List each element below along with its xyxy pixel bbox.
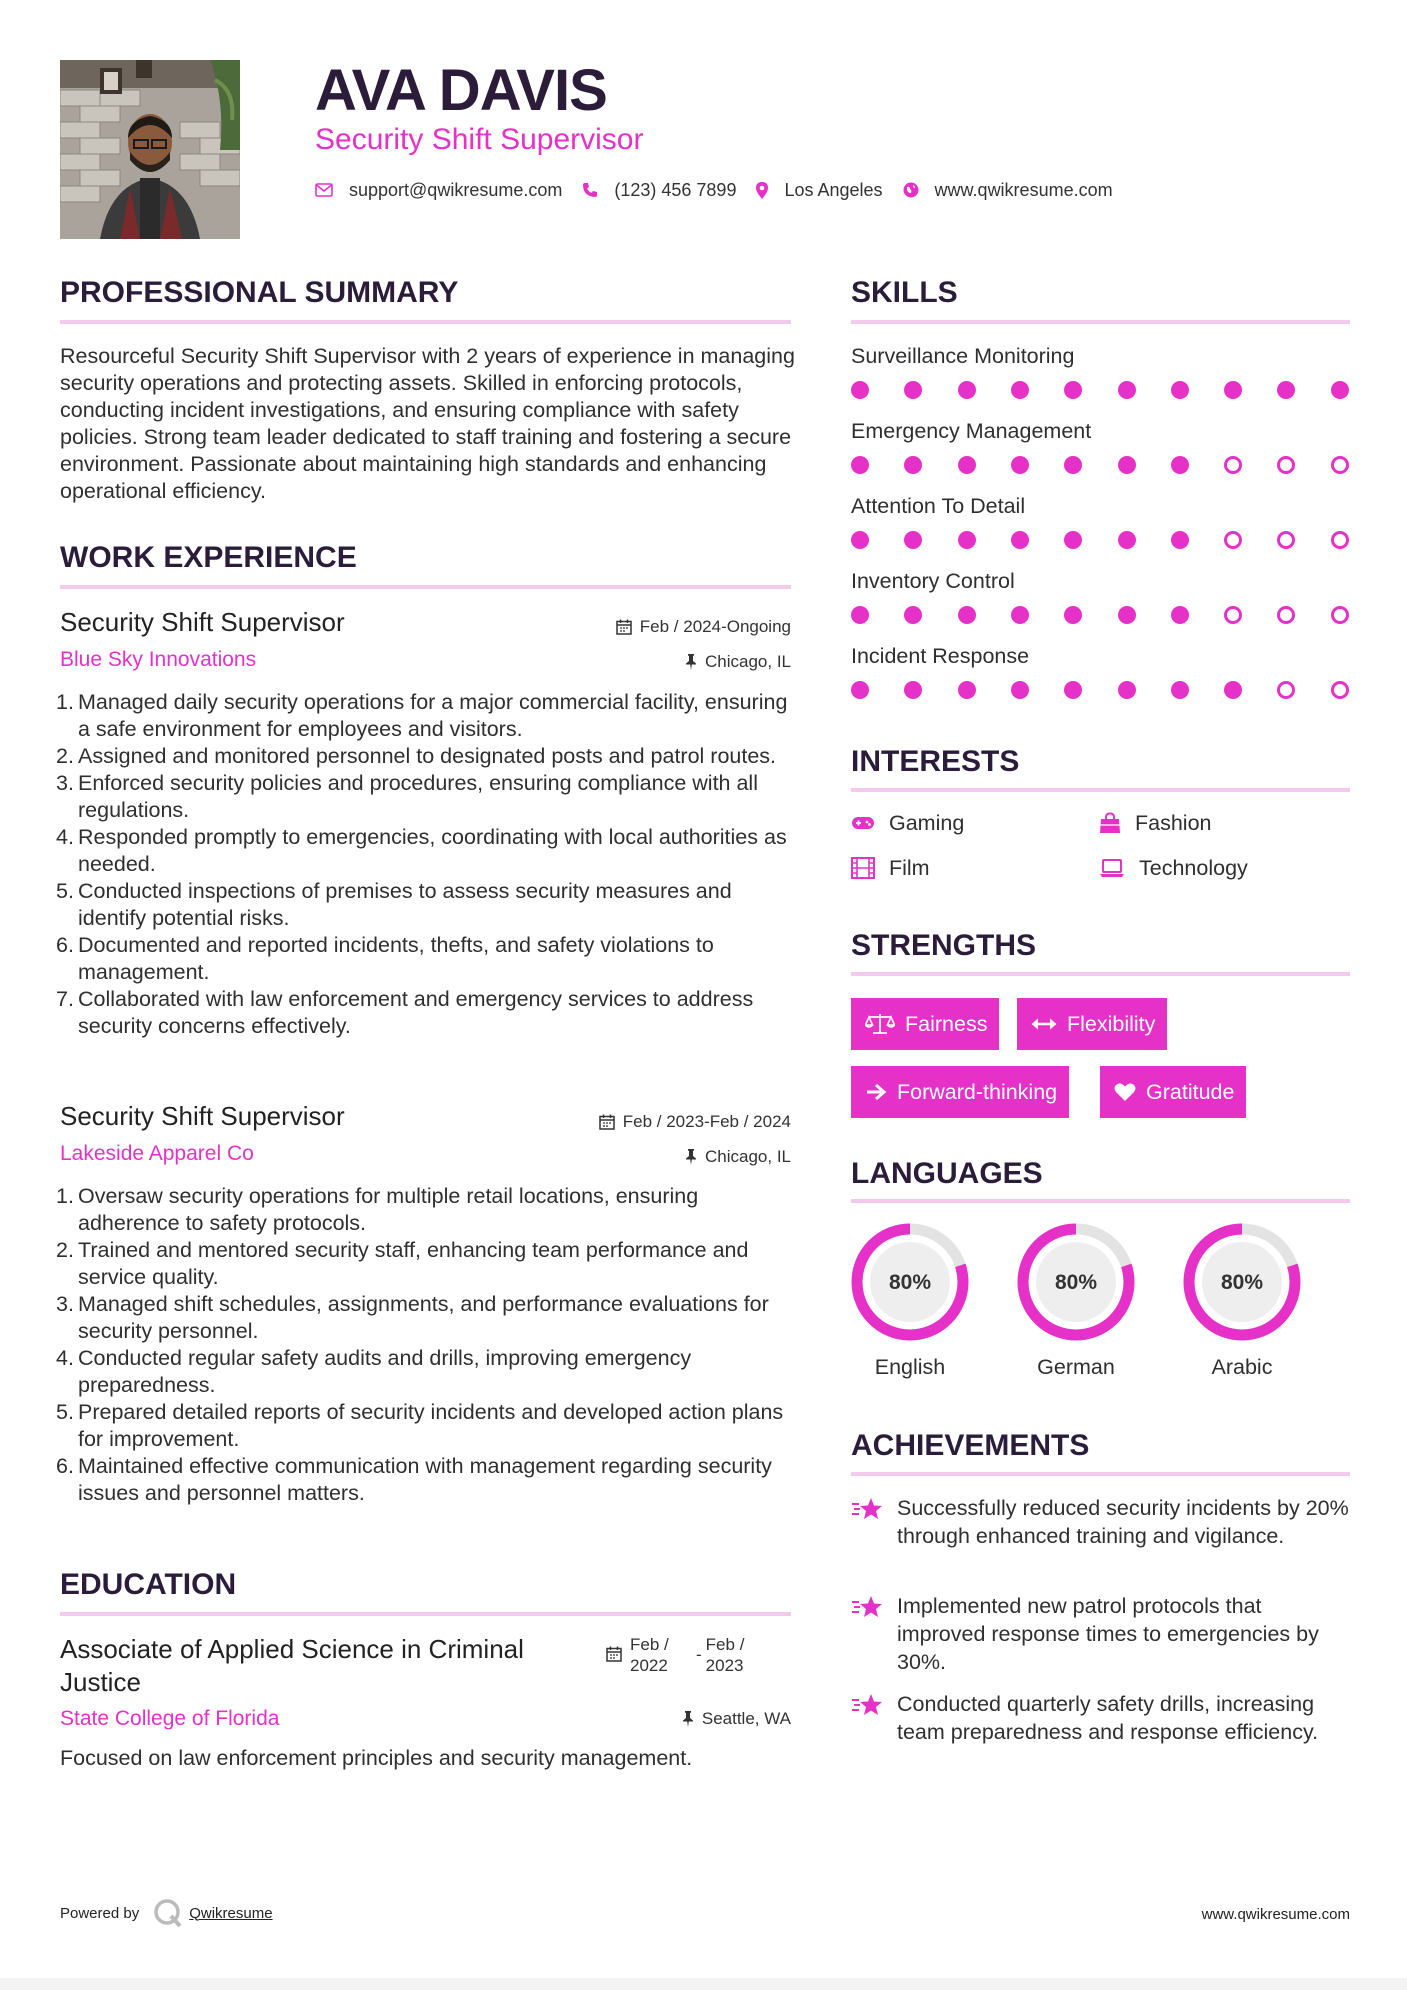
rating-dot-filled [958, 681, 976, 699]
duty-number: 5. [56, 879, 74, 903]
language-percent: 80% [1054, 1271, 1098, 1294]
candidate-title: Security Shift Supervisor [315, 123, 644, 156]
rating-dot-empty [1277, 456, 1295, 474]
job-title: Security Shift Supervisor [60, 607, 345, 637]
degree-title: Associate of Applied Science in Criminal Justice [60, 1634, 524, 1697]
skill-name: Attention To Detail [851, 494, 1026, 518]
contact-bar [315, 176, 1133, 204]
shopping-bag-icon [1099, 812, 1121, 834]
achievement-item [851, 1592, 1350, 1676]
rating-dot-filled [1224, 681, 1242, 699]
languages-divider [851, 1199, 1350, 1203]
rating-dot-filled [851, 381, 869, 399]
balance-scale-icon [865, 1013, 895, 1035]
duty-item [56, 1237, 800, 1291]
achievement-text: Successfully reduced security incidents by 20% through enhanced training and vigilance. [897, 1496, 1349, 1548]
languages-heading: LANGUAGES [851, 1157, 1043, 1190]
rating-dot-filled [904, 456, 922, 474]
email-text: support@qwikresume.com [349, 179, 563, 200]
language-name: English [874, 1355, 946, 1379]
duty-text: Documented and reported incidents, thefts, and safety violations to management. [78, 933, 714, 984]
rating-dot-empty [1331, 456, 1349, 474]
job-duties-list [56, 689, 800, 1040]
duty-item [56, 1399, 800, 1453]
shooting-star-icon [851, 1594, 885, 1620]
duty-text: Conducted inspections of premises to assess security measures and identify potential risks. [78, 879, 732, 930]
calendar-icon [616, 619, 632, 635]
rating-dot-empty [1331, 606, 1349, 624]
rating-dot-filled [904, 381, 922, 399]
rating-dot-filled [904, 681, 922, 699]
duty-number: 3. [56, 771, 74, 795]
film-icon [851, 857, 875, 879]
rating-dot-filled [1118, 531, 1136, 549]
date-range-separator: - [696, 1645, 702, 1664]
language-name: German [1037, 1355, 1115, 1379]
contact-location [756, 180, 882, 201]
laptop-icon [1099, 858, 1125, 878]
education-divider [60, 1612, 791, 1616]
duty-number: 7. [56, 987, 74, 1011]
experience-heading: WORK EXPERIENCE [60, 541, 357, 574]
job-duties-list [56, 1183, 800, 1507]
skill-rating [851, 455, 1350, 475]
rating-dot-filled [904, 606, 922, 624]
interest-fashion [1099, 810, 1212, 836]
contact-website[interactable] [903, 180, 1113, 201]
duty-item [56, 1345, 800, 1399]
rating-dot-filled [1171, 531, 1189, 549]
rating-dot-filled [958, 531, 976, 549]
duty-number: 1. [56, 1184, 74, 1208]
achievements-divider [851, 1472, 1350, 1476]
duty-item [56, 824, 800, 878]
interest-label: Gaming [889, 811, 965, 835]
rating-dot-filled [1118, 381, 1136, 399]
duty-text: Collaborated with law enforcement and emergency services to address security concerns effectively. [78, 987, 754, 1038]
language-progress-ring [1180, 1220, 1304, 1344]
duty-text: Maintained effective communication with management regarding security issues and personnel matters. [78, 1454, 772, 1505]
achievements-heading: ACHIEVEMENTS [851, 1429, 1090, 1462]
phone-icon [582, 182, 598, 198]
duty-item [56, 770, 800, 824]
achievement-item [851, 1690, 1350, 1746]
duty-number: 4. [56, 825, 74, 849]
duty-number: 6. [56, 1454, 74, 1478]
rating-dot-filled [1118, 606, 1136, 624]
pushpin-icon [685, 654, 697, 670]
rating-dot-filled [1011, 456, 1029, 474]
rating-dot-empty [1331, 681, 1349, 699]
envelope-icon [315, 183, 333, 197]
education-description: Focused on law enforcement principles and security management. [60, 1746, 693, 1770]
duty-item [56, 743, 800, 770]
phone-text: (123) 456 7899 [614, 179, 737, 200]
qwikresume-logo-icon [153, 1898, 183, 1928]
interest-label: Film [889, 856, 930, 880]
map-pin-icon [756, 182, 768, 199]
calendar-icon [606, 1646, 622, 1662]
footer-powered-by [60, 1898, 273, 1928]
job-title: Security Shift Supervisor [60, 1101, 345, 1131]
rating-dot-empty [1331, 531, 1349, 549]
strength-label: Flexibility [1067, 1011, 1156, 1036]
education-location [682, 1709, 791, 1729]
achievement-text: Implemented new patrol protocols that improved response times to emergencies by 30%. [897, 1594, 1319, 1674]
job-location [685, 652, 791, 672]
job-location-text: Chicago, IL [705, 652, 791, 671]
shooting-star-icon [851, 1496, 885, 1522]
skill-name: Surveillance Monitoring [851, 344, 1075, 368]
duty-number: 4. [56, 1346, 74, 1370]
arrows-horizontal-icon [1031, 1017, 1057, 1031]
rating-dot-filled [904, 531, 922, 549]
rating-dot-empty [1277, 681, 1295, 699]
experience-divider [60, 585, 791, 589]
rating-dot-filled [1171, 456, 1189, 474]
duty-item [56, 932, 800, 986]
rating-dot-filled [1064, 456, 1082, 474]
language-name: Arabic [1211, 1355, 1273, 1379]
shooting-star-icon [851, 1692, 885, 1718]
duty-text: Assigned and monitored personnel to designated posts and patrol routes. [78, 744, 777, 768]
skill-name: Incident Response [851, 644, 1030, 668]
summary-heading: PROFESSIONAL SUMMARY [60, 276, 459, 309]
duty-item [56, 1291, 800, 1345]
school-name: State College of Florida [60, 1707, 280, 1730]
education-location-text: Seattle, WA [701, 1709, 791, 1728]
rating-dot-filled [851, 456, 869, 474]
interest-technology [1099, 855, 1248, 881]
calendar-icon [599, 1114, 615, 1130]
rating-dot-filled [851, 531, 869, 549]
education-heading: EDUCATION [60, 1568, 237, 1601]
duty-text: Trained and mentored security staff, enhancing team performance and service quality. [78, 1238, 749, 1289]
rating-dot-filled [851, 681, 869, 699]
rating-dot-filled [1118, 681, 1136, 699]
skill-rating [851, 380, 1350, 400]
duty-number: 5. [56, 1400, 74, 1424]
achievement-item [851, 1494, 1350, 1550]
strengths-divider [851, 972, 1350, 976]
strengths-heading: STRENGTHS [851, 929, 1037, 962]
duty-item [56, 689, 800, 743]
candidate-name: AVA DAVIS [315, 58, 607, 123]
duty-item [56, 986, 800, 1040]
heart-icon [1114, 1082, 1136, 1102]
globe-icon [903, 182, 919, 198]
rating-dot-filled [1171, 381, 1189, 399]
rating-dot-filled [1171, 606, 1189, 624]
interest-film [851, 855, 930, 881]
interest-gaming [851, 810, 964, 836]
job-dates-text: Feb / 2023-Feb / 2024 [622, 1112, 791, 1131]
language-percent: 80% [1220, 1271, 1264, 1294]
rating-dot-filled [1064, 381, 1082, 399]
duty-number: 2. [56, 1238, 74, 1262]
bottom-bar [0, 1978, 1407, 1990]
location-text: Los Angeles [784, 179, 883, 200]
skill-name: Emergency Management [851, 419, 1092, 443]
language-progress-ring [1014, 1220, 1138, 1344]
duty-text: Prepared detailed reports of security incidents and developed action plans for improvement. [78, 1400, 784, 1451]
qwikresume-link[interactable]: Qwikresume [189, 1904, 273, 1922]
rating-dot-empty [1224, 606, 1242, 624]
rating-dot-filled [958, 381, 976, 399]
rating-dot-filled [1277, 381, 1295, 399]
rating-dot-filled [1011, 381, 1029, 399]
education-start-date: Feb / 2022 [630, 1635, 669, 1675]
strength-flexibility [1017, 998, 1167, 1050]
strength-gratitude [1100, 1066, 1246, 1118]
skill-rating [851, 530, 1350, 550]
job-location-text: Chicago, IL [705, 1147, 791, 1166]
skill-rating [851, 605, 1350, 625]
duty-text: Managed daily security operations for a major commercial facility, ensuring a safe environment for employees and visitors. [78, 690, 788, 741]
job-dates-text: Feb / 2024-Ongoing [639, 617, 791, 636]
rating-dot-empty [1224, 456, 1242, 474]
education-end-date: Feb / 2023 [705, 1635, 745, 1675]
rating-dot-filled [958, 456, 976, 474]
duty-number: 2. [56, 744, 74, 768]
strength-label: Fairness [905, 1011, 988, 1036]
duty-number: 3. [56, 1292, 74, 1316]
strength-label: Gratitude [1146, 1079, 1235, 1104]
pushpin-icon [685, 1149, 697, 1165]
duty-item [56, 878, 800, 932]
strength-fairness [851, 998, 999, 1050]
skill-name: Inventory Control [851, 569, 1015, 593]
footer-website[interactable]: www.qwikresume.com [1201, 1906, 1350, 1923]
rating-dot-empty [1277, 531, 1295, 549]
contact-email[interactable] [315, 180, 562, 201]
rating-dot-filled [1064, 606, 1082, 624]
job-dates [599, 1112, 791, 1132]
duty-item [56, 1453, 800, 1507]
summary-text: Resourceful Security Shift Supervisor with 2 years of experience in managing security operations and protecting assets. Skilled in enforcing protocols, conducting incident investigations, and ensuring compliance with safety policies. Strong team leader dedicated to staff training and fostering a secure environment. Passionate about maintaining high standards and enhancing operational efficiency. [60, 344, 795, 503]
interest-label: Technology [1139, 856, 1248, 880]
strength-label: Forward-thinking [897, 1079, 1058, 1104]
rating-dot-filled [1224, 381, 1242, 399]
duty-item [56, 1183, 800, 1237]
rating-dot-filled [1064, 531, 1082, 549]
language-percent: 80% [888, 1271, 932, 1294]
strength-forward-thinking [851, 1066, 1069, 1118]
duty-number: 1. [56, 690, 74, 714]
website-text: www.qwikresume.com [934, 179, 1113, 200]
rating-dot-filled [1171, 681, 1189, 699]
summary-divider [60, 320, 791, 324]
rating-dot-filled [1064, 681, 1082, 699]
profile-photo [60, 60, 240, 239]
language-item [848, 1220, 972, 1380]
achievement-text: Conducted quarterly safety drills, increasing team preparedness and response efficiency. [897, 1692, 1319, 1744]
duty-text: Enforced security policies and procedures, ensuring compliance with all regulations. [78, 771, 758, 822]
skills-heading: SKILLS [851, 276, 958, 309]
job-company: Blue Sky Innovations [60, 648, 257, 671]
duty-number: 6. [56, 933, 74, 957]
language-item [1180, 1220, 1304, 1380]
contact-phone[interactable] [582, 180, 736, 201]
rating-dot-filled [1011, 606, 1029, 624]
duty-text: Conducted regular safety audits and drills, improving emergency preparedness. [78, 1346, 692, 1397]
skills-divider [851, 320, 1350, 324]
duty-text: Managed shift schedules, assignments, and performance evaluations for security personnel. [78, 1292, 769, 1343]
interest-label: Fashion [1135, 811, 1212, 835]
rating-dot-filled [958, 606, 976, 624]
duty-text: Oversaw security operations for multiple retail locations, ensuring adherence to safety protocols. [78, 1184, 699, 1235]
language-progress-ring [848, 1220, 972, 1344]
rating-dot-empty [1224, 531, 1242, 549]
rating-dot-filled [1011, 681, 1029, 699]
gamepad-icon [851, 815, 875, 831]
rating-dot-empty [1277, 606, 1295, 624]
pushpin-icon [682, 1711, 694, 1727]
rating-dot-filled [1011, 531, 1029, 549]
duty-text: Responded promptly to emergencies, coordinating with local authorities as needed. [78, 825, 787, 876]
skill-rating [851, 680, 1350, 700]
rating-dot-filled [851, 606, 869, 624]
job-dates [616, 617, 791, 637]
rating-dot-filled [1331, 381, 1349, 399]
interests-divider [851, 788, 1350, 792]
rating-dot-filled [1118, 456, 1136, 474]
language-item [1014, 1220, 1138, 1380]
powered-by-text: Powered by [60, 1904, 140, 1922]
job-location [685, 1147, 791, 1167]
job-company: Lakeside Apparel Co [60, 1142, 254, 1165]
education-dates [606, 1634, 768, 1676]
interests-heading: INTERESTS [851, 745, 1020, 778]
arrow-right-icon [865, 1083, 887, 1101]
